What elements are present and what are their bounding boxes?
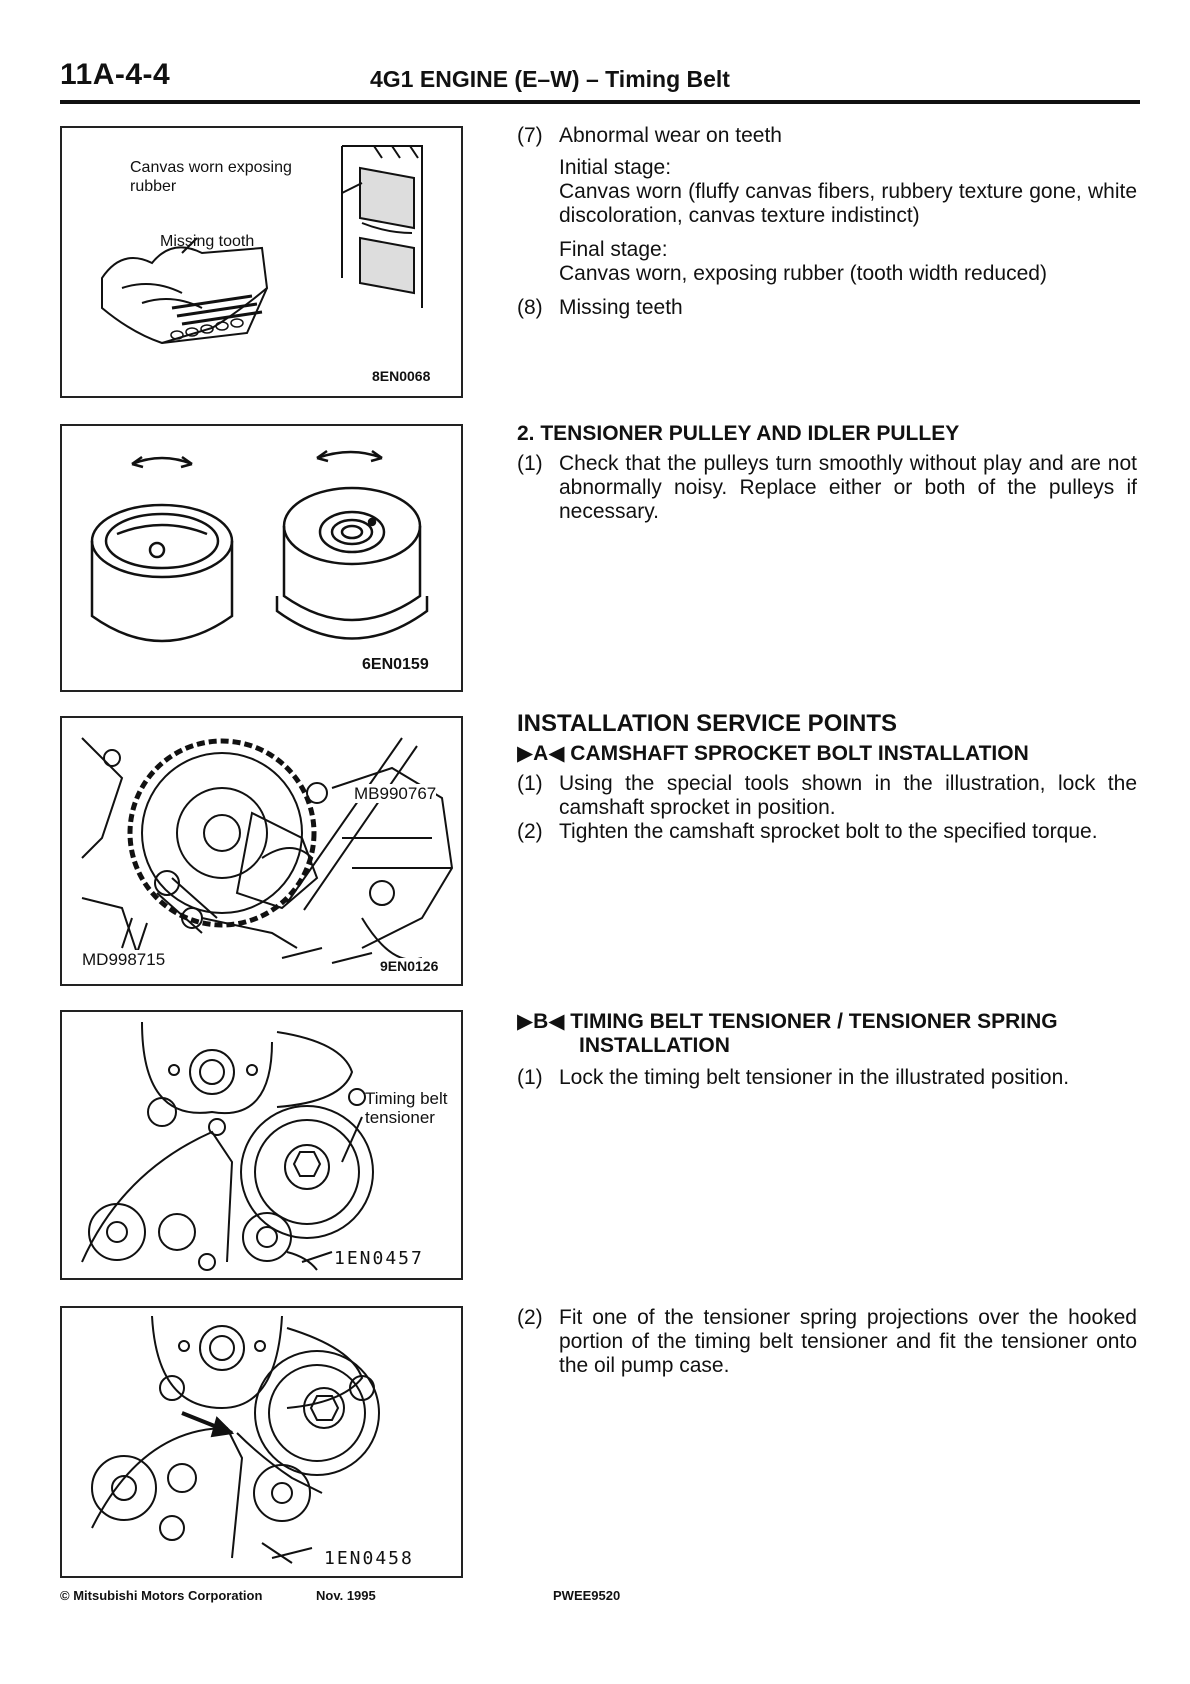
list-item [517, 1066, 1137, 1090]
figure-camshaft [60, 716, 463, 986]
item-text: Using the special tools shown in the illustration, lock the camshaft sprocket in position. [559, 772, 1137, 819]
major-heading: INSTALLATION SERVICE POINTS [517, 710, 898, 737]
figure-pulleys [60, 424, 463, 692]
figure-code: 1EN0457 [334, 1248, 424, 1269]
initial-stage-text: Canvas worn (fluffy canvas fibers, rubbery texture gone, white discoloration, canvas texture indistinct) [559, 180, 1137, 227]
footer-code: PWEE9520 [553, 1588, 621, 1603]
figure-spring [60, 1306, 463, 1578]
final-stage-label: Final stage: [559, 238, 668, 261]
pulleys-illustration [62, 426, 463, 692]
item-text: Fit one of the tensioner spring projections over the hooked portion of the timing belt tensioner and fit the tensioner onto the oil pump case. [559, 1306, 1137, 1377]
item-number: (8) [517, 296, 543, 319]
list-item [517, 772, 1137, 820]
page-number: 11A-4-4 [60, 58, 171, 91]
subsection-heading-a: ▶A◀ CAMSHAFT SPROCKET BOLT INSTALLATION [517, 742, 1029, 765]
subsection-heading-b [517, 1010, 1137, 1058]
item-number: (7) [517, 124, 543, 147]
item-number: (2) [517, 820, 543, 843]
figure-code: 1EN0458 [324, 1548, 414, 1569]
list-item [517, 1306, 1137, 1378]
figure-code: 6EN0159 [362, 656, 429, 673]
initial-stage-label: Initial stage: [559, 156, 672, 179]
install-section-b [517, 1010, 1137, 1090]
install-section-a [517, 712, 1137, 844]
item-text: Lock the timing belt tensioner in the illustrated position. [559, 1066, 1070, 1089]
footer-copyright: © Mitsubishi Motors Corporation [60, 1588, 263, 1603]
label-missing-tooth: Missing tooth [160, 233, 255, 250]
item-text: Missing teeth [559, 296, 683, 319]
belt-wear-text [517, 124, 1137, 320]
footer-date: Nov. 1995 [316, 1588, 376, 1603]
final-stage-text: Canvas worn, exposing rubber (tooth width reduced) [559, 262, 1047, 285]
tensioner-illustration [62, 1012, 463, 1280]
list-item [517, 124, 1137, 148]
item-number: (1) [517, 1066, 543, 1089]
label-tool-mb990767: MB990767 [354, 784, 437, 803]
section-heading: 2. TENSIONER PULLEY AND IDLER PULLEY [517, 422, 960, 445]
list-item [517, 452, 1137, 524]
list-item [517, 296, 1137, 320]
item-number: (2) [517, 1306, 543, 1329]
figure-code: 9EN0126 [380, 958, 439, 974]
item-text: Check that the pulleys turn smoothly without play and are not abnormally noisy. Replace either or both of the pulleys if necessary. [559, 452, 1137, 523]
label-canvas-worn: Canvas worn exposing rubber [130, 159, 292, 195]
figure-tensioner [60, 1010, 463, 1280]
item-text: Abnormal wear on teeth [559, 124, 782, 147]
page-title: 4G1 ENGINE (E–W) – Timing Belt [370, 66, 730, 92]
install-section-b-step2 [517, 1306, 1137, 1378]
figure-belt-wear [60, 126, 463, 398]
list-item [517, 820, 1137, 844]
heading-line: ▶B◀ TIMING BELT TENSIONER / TENSIONER SPRING [517, 1010, 1058, 1033]
pulley-section [517, 422, 1137, 524]
spring-illustration [62, 1308, 463, 1578]
camshaft-illustration [62, 718, 463, 986]
label-tool-md998715: MD998715 [82, 950, 166, 969]
heading-line: INSTALLATION [579, 1034, 730, 1057]
item-text: Tighten the camshaft sprocket bolt to the specified torque. [559, 820, 1098, 843]
item-number: (1) [517, 452, 543, 475]
header-rule [60, 100, 1140, 104]
item-number: (1) [517, 772, 543, 795]
figure-code: 8EN0068 [372, 368, 431, 384]
label-timing-belt-tensioner: Timing belt tensioner [365, 1089, 448, 1127]
